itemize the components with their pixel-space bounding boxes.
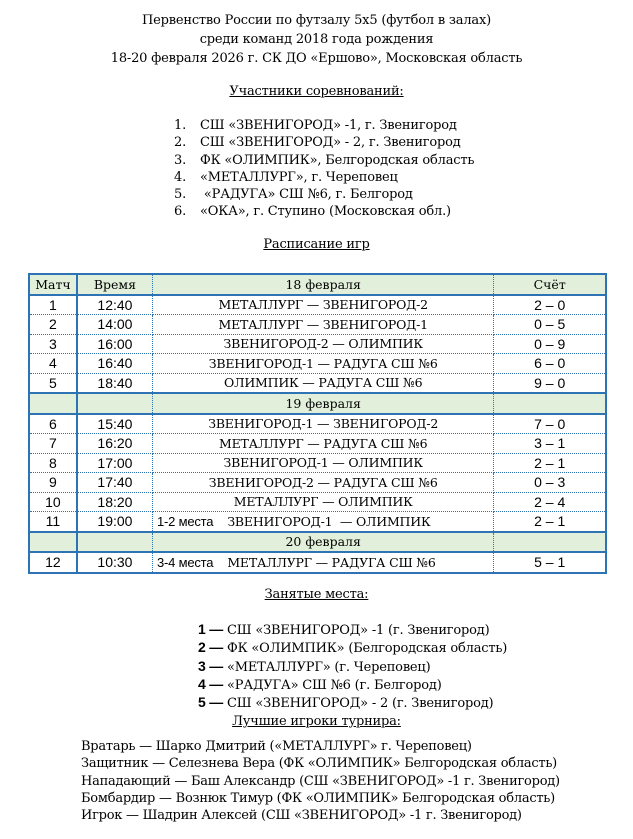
match-teams: МЕТАЛЛУРГ — РАДУГА СШ №6 <box>219 435 428 451</box>
match-teams-cell <box>153 434 494 454</box>
final-stage-label: 3-4 места <box>157 554 214 570</box>
match-number: 7 <box>29 434 77 454</box>
table-row <box>29 373 606 393</box>
schedule-table <box>28 273 607 574</box>
match-teams-cell <box>153 453 494 473</box>
table-row <box>29 492 606 512</box>
match-teams: МЕТАЛЛУРГ — ЗВЕНИГОРОД-2 <box>218 297 428 313</box>
match-time: 16:20 <box>77 434 153 454</box>
match-teams: МЕТАЛЛУРГ — ОЛИМПИК <box>233 494 413 510</box>
participants-title: Участники соревнований: <box>229 84 404 99</box>
header-line-1: Первенство России по футзалу 5х5 (футбол в залах) <box>142 13 491 28</box>
place-item: 4 — «РАДУГА» СШ №6 (г. Белгород) <box>198 675 442 693</box>
places-title: Занятые места: <box>264 587 369 602</box>
schedule-title: Расписание игр <box>263 237 370 252</box>
match-teams-cell <box>153 373 494 393</box>
match-score: 3 – 1 <box>494 434 606 454</box>
match-teams-cell <box>153 295 494 315</box>
match-teams: ОЛИМПИК — РАДУГА СШ №6 <box>224 375 423 391</box>
match-score: 5 – 1 <box>494 552 606 573</box>
match-teams-cell <box>153 552 494 573</box>
match-teams: МЕТАЛЛУРГ — ЗВЕНИГОРОД-1 <box>218 316 428 332</box>
match-teams: МЕТАЛЛУРГ — РАДУГА СШ №6 <box>227 554 436 570</box>
match-score: 6 – 0 <box>494 354 606 374</box>
table-row <box>29 552 606 573</box>
match-score: 9 – 0 <box>494 373 606 393</box>
match-time: 16:00 <box>77 334 153 354</box>
match-teams: ЗВЕНИГОРОД-2 — РАДУГА СШ №6 <box>208 474 438 490</box>
player-item: Нападающий — Баш Александр (СШ «ЗВЕНИГОРОД» -1 г. Звенигород) <box>81 773 560 789</box>
date-label: 20 февраля <box>153 532 494 553</box>
match-number: 2 <box>29 315 77 335</box>
match-number: 12 <box>29 552 77 573</box>
match-number: 5 <box>29 373 77 393</box>
match-number: 10 <box>29 492 77 512</box>
participant-item: 6. «ОКА», г. Ступино (Московская обл.) <box>174 204 451 220</box>
col-header-time: Время <box>77 274 153 295</box>
match-number: 11 <box>29 512 77 532</box>
match-teams-cell <box>153 473 494 493</box>
place-item: 2 — ФК «ОЛИМПИК» (Белгородская область) <box>198 639 508 657</box>
date-row-19 <box>29 393 606 414</box>
table-row <box>29 434 606 454</box>
best-players-list <box>81 738 560 824</box>
match-number: 9 <box>29 473 77 493</box>
match-time: 18:20 <box>77 492 153 512</box>
match-score: 2 – 1 <box>494 512 606 532</box>
match-teams: ЗВЕНИГОРОД-1 — РАДУГА СШ №6 <box>208 355 438 371</box>
final-stage-label: 1-2 места <box>157 513 214 529</box>
match-teams: ЗВЕНИГОРОД-1 — ОЛИМПИК <box>223 455 423 471</box>
match-teams: ЗВЕНИГОРОД-2 — ОЛИМПИК <box>223 336 423 352</box>
match-time: 15:40 <box>77 414 153 434</box>
match-time: 18:40 <box>77 373 153 393</box>
table-row <box>29 512 606 532</box>
match-number: 8 <box>29 453 77 473</box>
match-time: 14:00 <box>77 315 153 335</box>
player-item: Игрок — Шадрин Алексей (СШ «ЗВЕНИГОРОД» -1 г. Звенигород) <box>81 808 522 824</box>
match-score: 0 – 3 <box>494 473 606 493</box>
document-header <box>0 11 633 68</box>
participant-item: 3. ФК «ОЛИМПИК», Белгородская область <box>174 152 475 168</box>
match-time: 17:40 <box>77 473 153 493</box>
match-teams-cell <box>153 315 494 335</box>
match-teams-cell <box>153 334 494 354</box>
participants-list <box>174 117 474 221</box>
match-teams-cell <box>153 492 494 512</box>
place-item: 1 — СШ «ЗВЕНИГОРОД» -1 (г. Звенигород) <box>198 621 490 638</box>
match-score: 0 – 9 <box>494 334 606 354</box>
player-item: Бомбардир — Вознюк Тимур (ФК «ОЛИМПИК» Белгородская область) <box>81 790 555 806</box>
date-row-20 <box>29 532 606 553</box>
table-row <box>29 315 606 335</box>
place-item: 3 — «МЕТАЛЛУРГ» (г. Череповец) <box>198 657 431 675</box>
match-teams: ЗВЕНИГОРОД-1 — ЗВЕНИГОРОД-2 <box>208 416 439 432</box>
table-row <box>29 453 606 473</box>
participant-item: 5. «РАДУГА» СШ №6, г. Белгород <box>174 187 413 203</box>
match-time: 12:40 <box>77 295 153 315</box>
match-teams-cell <box>153 414 494 434</box>
participant-item: 4. «МЕТАЛЛУРГ», г. Череповец <box>174 169 398 185</box>
places-list <box>198 621 507 712</box>
col-header-score: Счёт <box>494 274 606 295</box>
match-time: 17:00 <box>77 453 153 473</box>
match-teams-cell <box>153 354 494 374</box>
table-header-row <box>29 274 606 295</box>
match-teams-cell <box>153 512 494 532</box>
match-teams: ЗВЕНИГОРОД-1 — ОЛИМПИК <box>227 513 431 529</box>
match-number: 1 <box>29 295 77 315</box>
player-item: Вратарь — Шарко Дмитрий («МЕТАЛЛУРГ» г. Череповец) <box>81 739 472 754</box>
table-row <box>29 354 606 374</box>
match-score: 7 – 0 <box>494 414 606 434</box>
player-item: Защитник — Селезнева Вера (ФК «ОЛИМПИК» Белгородская область) <box>81 756 558 772</box>
col-header-day1: 18 февраля <box>153 274 494 295</box>
match-time: 19:00 <box>77 512 153 532</box>
match-score: 0 – 5 <box>494 315 606 335</box>
match-time: 10:30 <box>77 552 153 573</box>
participant-item: 2. СШ «ЗВЕНИГОРОД» - 2, г. Звенигород <box>174 135 461 151</box>
match-number: 6 <box>29 414 77 434</box>
table-row <box>29 295 606 315</box>
match-time: 16:40 <box>77 354 153 374</box>
col-header-match-number: Матч <box>29 274 77 295</box>
players-title: Лучшие игроки турнира: <box>232 714 401 729</box>
header-line-2: среди команд 2018 года рождения <box>199 32 434 47</box>
match-score: 2 – 0 <box>494 295 606 315</box>
table-row <box>29 334 606 354</box>
place-item: 5 — СШ «ЗВЕНИГОРОД» - 2 (г. Звенигород) <box>198 694 494 712</box>
date-label: 19 февраля <box>153 393 494 414</box>
match-number: 3 <box>29 334 77 354</box>
match-score: 2 – 1 <box>494 453 606 473</box>
participant-item: 1. СШ «ЗВЕНИГОРОД» -1, г. Звенигород <box>174 118 457 133</box>
table-row <box>29 473 606 493</box>
match-number: 4 <box>29 354 77 374</box>
header-line-3: 18-20 февраля 2026 г. СК ДО «Ершово», Московская область <box>110 51 523 66</box>
match-score: 2 – 4 <box>494 492 606 512</box>
table-row <box>29 414 606 434</box>
